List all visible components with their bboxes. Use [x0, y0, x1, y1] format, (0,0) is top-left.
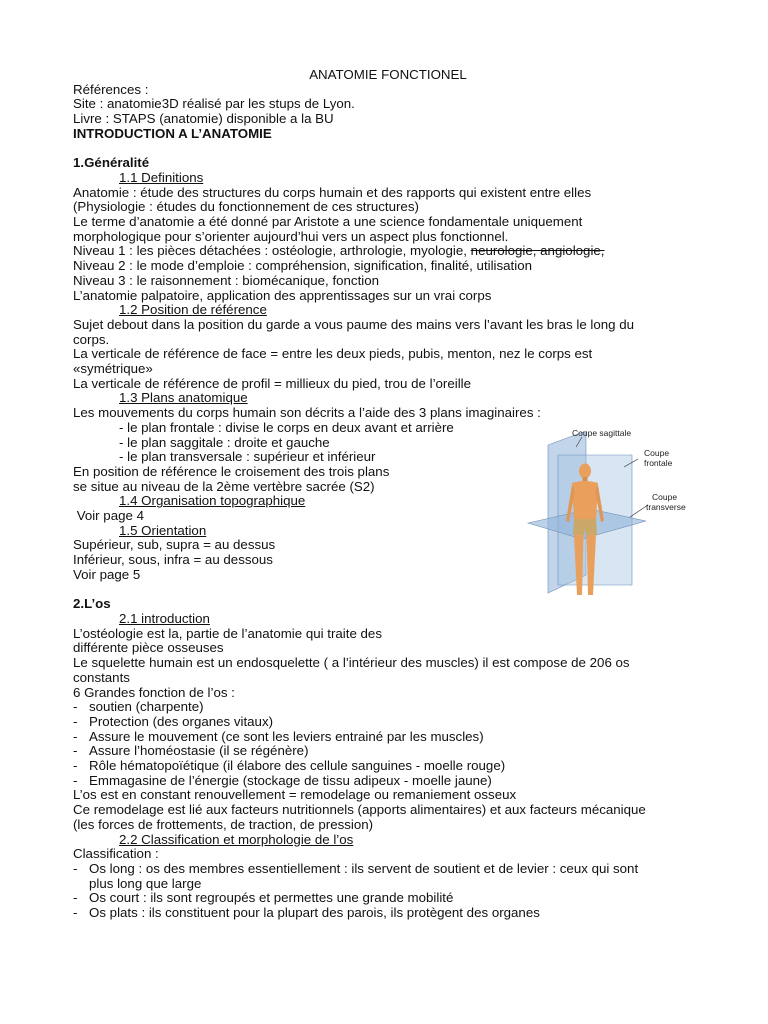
text-line: (Physiologie : études du fonctionnement de ces structures) [73, 199, 419, 215]
list-item-text: Assure l’homéostasie (il se régénère) [89, 743, 309, 759]
text-line: Voir page 5 [73, 566, 141, 582]
text-line: morphologique pour s’orienter aujourd’hui vers un aspect plus fonctionnel. [73, 228, 509, 244]
reference-site: Site : anatomie3D réalisé par les stups de Lyon. [73, 96, 355, 112]
text-line: Les mouvements du corps humain son décrits a l’aide des 3 plans imaginaires : [73, 405, 541, 421]
label-transverse-1: Coupe [652, 492, 678, 502]
list-item-text: Protection (des organes vitaux) [89, 713, 274, 729]
text-line: Classification : [73, 846, 159, 862]
section-2-1-title [73, 612, 703, 627]
text-line: Supérieur, sub, supra = au dessus [73, 537, 276, 553]
intro-heading: INTRODUCTION A L’ANATOMIE [73, 125, 272, 141]
text-line: «symétrique» [73, 361, 153, 377]
text-line: Anatomie : étude des structures du corps humain et des rapports qui existent entre elles [73, 184, 592, 200]
section-2-2-title [73, 833, 703, 848]
text-line: L’ostéologie est la, partie de l’anatomie qui traite des [73, 625, 382, 641]
list-item-text: Os plats : ils constituent pour la plupart des parois, ils protègent des organes [89, 905, 540, 921]
niveau-1-text: Niveau 1 : les pièces détachées : ostéologie, arthrologie, myologie, [73, 243, 471, 259]
list-item [73, 700, 703, 715]
list-item-text: Os court : ils sont regroupés et permettes une grande mobilité [89, 890, 454, 906]
section-2-1-title-text: 2.1 introduction [119, 610, 210, 626]
list-item-text: Emmagasine de l’énergie (stockage de tissu adipeux - moelle jaune) [89, 772, 492, 788]
list-item-text: Os long : os des membres essentiellement : ils servent de soutient et de levier : ceux qui sont plus long que large [89, 860, 639, 891]
text-line: se situe au niveau de la 2ème vertèbre sacrée (S2) [73, 478, 375, 494]
text-line: Ce remodelage est lié aux facteurs nutritionnels (apports alimentaires) et aux facteurs mécanique [73, 802, 646, 818]
section-1-1-title [73, 171, 703, 186]
bullet-dash: - [73, 758, 78, 774]
section-1-2-title-text: 1.2 Position de référence [119, 302, 267, 318]
bullet-dash: - [73, 772, 78, 788]
label-sagittal: Coupe sagittale [572, 428, 632, 438]
document-title: ANATOMIE FONCTIONEL [309, 67, 467, 82]
text-line: Niveau 2 : le mode d’emploie : compréhension, signification, finalité, utilisation [73, 258, 532, 274]
section-1-1-title-text: 1.1 Definitions [119, 169, 204, 185]
text-line: constants [73, 669, 130, 685]
bullet-dash: - [73, 713, 78, 729]
list-item [73, 774, 703, 789]
text-line: Le squelette humain est un endosquelette ( a l’intérieur des muscles) il est compose de 206 os [73, 655, 630, 671]
section-2-heading: 2.L’os [73, 596, 111, 612]
label-frontal-1: Coupe [644, 448, 670, 458]
struck-text: neurologie, angiologie, [470, 243, 605, 259]
section-1-heading: 1.Généralité [73, 155, 150, 171]
list-item [73, 906, 703, 921]
section-1-5-title-text: 1.5 Orientation [119, 522, 207, 538]
text-line: (les forces de frottements, de traction, de pression) [73, 816, 374, 832]
text-line: L’anatomie palpatoire, application des apprentissages sur un vrai corps [73, 287, 492, 303]
spacer [73, 142, 703, 157]
text-line: L’os est en constant renouvellement = remodelage ou remaniement osseux [73, 787, 517, 803]
list-item-text: Rôle hématopoïétique (il élabore des cellule sanguines - moelle rouge) [89, 758, 506, 774]
list-item: - le plan transversale : supérieur et inférieur [119, 449, 376, 465]
niveau-1-line [73, 244, 703, 259]
text-line: Voir page 4 [73, 508, 144, 524]
list-item [73, 862, 703, 891]
text-line: Sujet debout dans la position du garde a vous paume des mains vers l’avant les bras le long du [73, 316, 635, 332]
list-item [73, 744, 703, 759]
list-item: - le plan frontale : divise le corps en deux avant et arrière [119, 419, 454, 435]
list-item [73, 759, 703, 774]
text-line: 6 Grandes fonction de l’os : [73, 684, 235, 700]
list-item [73, 730, 703, 745]
list-item [73, 891, 703, 906]
label-transverse-2: transverse [646, 502, 686, 512]
text-line: La verticale de référence de profil = millieux du pied, trou de l’oreille [73, 375, 472, 391]
label-frontal-2: frontale [644, 458, 673, 468]
bullet-dash: - [73, 905, 78, 921]
list-item-text: soutien (charpente) [89, 699, 204, 715]
list-item: - le plan saggitale : droite et gauche [119, 434, 330, 450]
section-1-2-title [73, 303, 703, 318]
section-2-2-title-text: 2.2 Classification et morphologie de l’os [119, 831, 354, 847]
bullet-dash: - [73, 699, 78, 715]
section-1-4-title-text: 1.4 Organisation topographique [119, 493, 306, 509]
text-line: différente pièce osseuses [73, 640, 224, 656]
text-line: En position de référence le croisement des trois plans [73, 463, 390, 479]
anatomical-planes-figure [520, 425, 690, 605]
section-1-3-title [73, 391, 703, 406]
list-item [73, 715, 703, 730]
bullet-dash: - [73, 860, 78, 876]
text-line: Le terme d’anatomie a été donné par Aristote a une science fondamentale uniquement [73, 214, 583, 230]
text-line: Niveau 3 : le raisonnement : biomécanique, fonction [73, 272, 380, 288]
bullet-dash: - [73, 890, 78, 906]
bullet-dash: - [73, 743, 78, 759]
text-line: Inférieur, sous, infra = au dessous [73, 552, 273, 568]
section-1-3-title-text: 1.3 Plans anatomique [119, 390, 248, 406]
reference-book: Livre : STAPS (anatomie) disponible a la BU [73, 111, 334, 127]
text-line: corps. [73, 331, 110, 347]
bullet-dash: - [73, 728, 78, 744]
references-heading: Références : [73, 81, 149, 97]
list-item-text: Assure le mouvement (ce sont les leviers entrainé par les muscles) [89, 728, 484, 744]
text-line: La verticale de référence de face = entre les deux pieds, pubis, menton, nez le corps est [73, 346, 593, 362]
